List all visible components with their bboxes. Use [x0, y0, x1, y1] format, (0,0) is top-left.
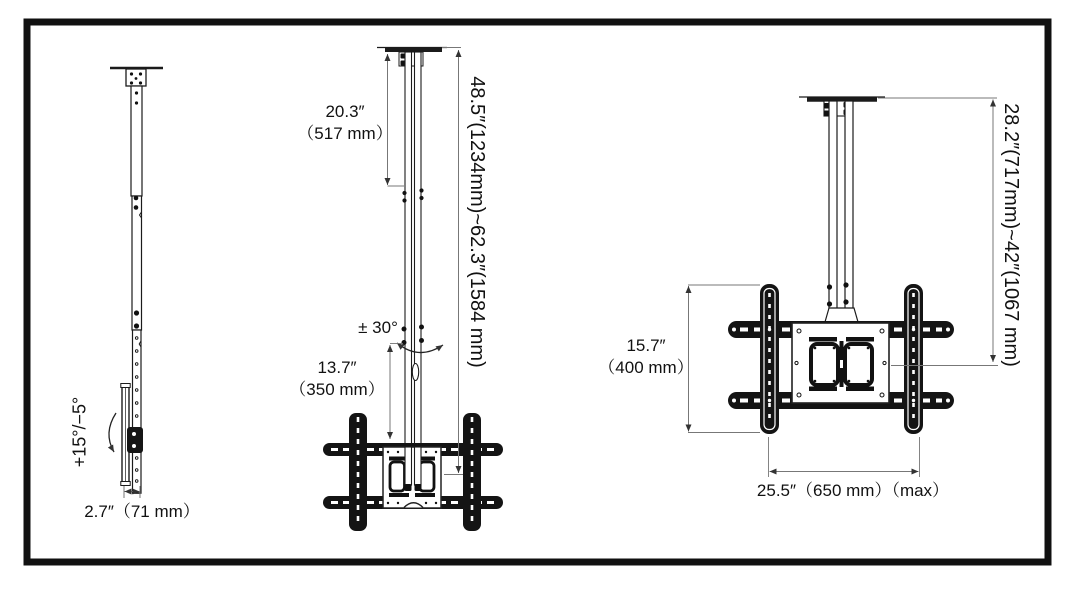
rail-height-label [598, 335, 693, 379]
rail-height-mm: （400 mm） [598, 358, 694, 377]
drop-range-label: 28.2″(717mm)~42″(1067 mm) [1000, 103, 1022, 367]
lower-pole-dimension [390, 344, 403, 440]
tilt-range-label: +15°/−5° [69, 396, 90, 468]
bracket-vesa-plate [792, 323, 889, 403]
rail-height-inch: 15.7″ [626, 335, 666, 355]
swivel-range-label: ± 30° [358, 317, 398, 337]
tilt-arc [109, 413, 116, 452]
rail-height-dimension [688, 285, 760, 433]
upper-pole-length-inch: 20.3″ [325, 101, 365, 121]
pole-tubes [402, 52, 425, 487]
pole-view-bracket [323, 413, 503, 531]
pole-view-vesa-plate [383, 447, 441, 508]
upper-pole-length-label [297, 101, 392, 145]
lower-pole-length-inch: 13.7″ [317, 357, 357, 377]
max-width-label: 25.5″（650 mm）（max） [756, 480, 950, 500]
depth-label: 2.7″（71 mm） [84, 501, 200, 521]
height-range-label: 48.5″(1234mm)~62.3″(1584 mm) [466, 76, 488, 368]
max-width-dimension [769, 437, 920, 477]
bracket-pole-tubes [825, 101, 858, 322]
side-ceiling-plate [110, 68, 163, 86]
upper-pole-length-mm: （517 mm） [297, 124, 393, 143]
height-range-dimension [442, 48, 463, 475]
side-view [109, 68, 163, 498]
lower-pole-length-mm: （350 mm） [289, 380, 385, 399]
lower-pole-length-label [289, 357, 384, 401]
bracket-ceiling-plate [799, 97, 885, 116]
bracket-front-view [688, 97, 998, 477]
